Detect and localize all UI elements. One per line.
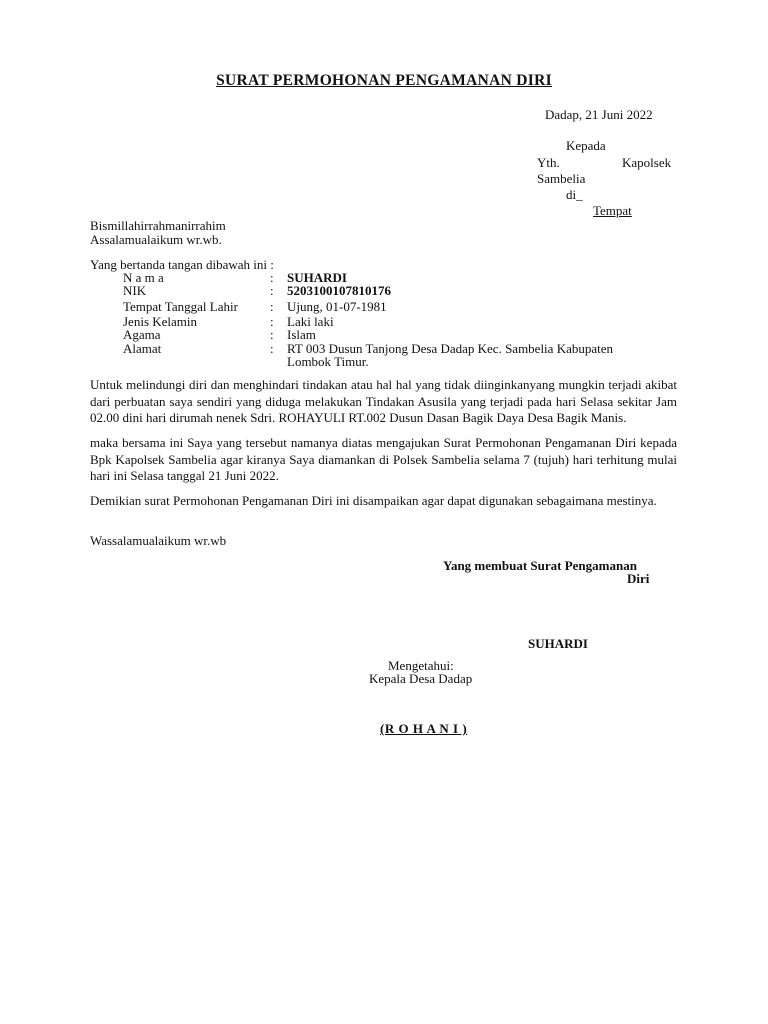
field-colon: : [270,270,274,285]
recipient-kapolsek: Kapolsek [622,155,672,170]
signer-title-line2: Diri [627,571,650,586]
acknowledge-label: Mengetahui: [388,658,454,673]
field-label-nama: N a m a [123,270,164,285]
field-value-ttl: Ujung, 01-07-1981 [287,299,387,314]
field-value-alamat: RT 003 Dusun Tanjong Desa Dadap Kec. Sambelia Kabupaten [287,341,614,356]
field-colon: : [270,314,274,329]
acknowledge-role: Kepala Desa Dadap [369,671,473,686]
place-date: Dadap, 21 Juni 2022 [545,107,653,122]
body-paragraph-3: Demikian surat Permohonan Pengamanan Diri ini disampaikan agar dapat digunakan sebagaimana mestinya. [90,493,657,508]
field-colon: : [270,327,274,342]
recipient-yth: Yth. [537,155,560,170]
village-head-name: (R O H A N I ) [380,721,468,736]
opening-salam: Assalamualaikum wr.wb. [90,232,222,247]
opening-bismillah: Bismillahirrahmanirrahim [90,218,226,233]
body-paragraph-1: Untuk melindungi diri dan menghindari tindakan atau hal hal yang tidak diinginkanyang mungkin terjadi akibat dari perbuatan saya sendiri yang diduga melakukan Tindakan Asusila yang terjadi pada hari Selasa sekitar Jam 02.00 dini hari dirumah nenek Sdri. ROHAYULI RT.002 Dusun Dasan Bagik Daya Desa Bagik Manis. [90,377,677,425]
intro-line: Yang bertanda tangan dibawah ini : [90,257,274,272]
body-paragraph-2: maka bersama ini Saya yang tersebut namanya diatas mengajukan Surat Permohonan Pengamanan Diri kepada Bpk Kapolsek Sambelia agar kiranya Saya diamankan di Polsek Sambelia selama 7 (tujuh) hari terhitung mulai hari ini Selasa tanggal 21 Juni 2022. [90,435,677,483]
field-colon: : [270,341,274,356]
field-label-alamat: Alamat [123,341,162,356]
field-value-agama: Islam [287,327,316,342]
field-value-nik: 5203100107810176 [287,283,391,298]
field-label-agama: Agama [123,327,161,342]
field-value-alamat-line2: Lombok Timur. [287,354,369,369]
field-colon: : [270,299,274,314]
field-value-nama: SUHARDI [287,270,347,285]
recipient-tempat: Tempat [593,203,632,218]
letter-title: SURAT PERMOHONAN PENGAMANAN DIRI [216,72,552,89]
field-label-jenis-kelamin: Jenis Kelamin [123,314,198,329]
recipient-kepada: Kepada [566,138,606,153]
signer-title: Yang membuat Surat Pengamanan [443,558,637,573]
recipient-di: di_ [566,187,583,202]
field-colon: : [270,283,274,298]
field-label-nik: NIK [123,283,147,298]
field-value-jenis-kelamin: Laki laki [287,314,334,329]
signer-name: SUHARDI [528,636,588,651]
field-label-ttl: Tempat Tanggal Lahir [123,299,238,314]
closing-salam: Wassalamualaikum wr.wb [90,533,227,548]
recipient-sambelia: Sambelia [537,171,586,186]
